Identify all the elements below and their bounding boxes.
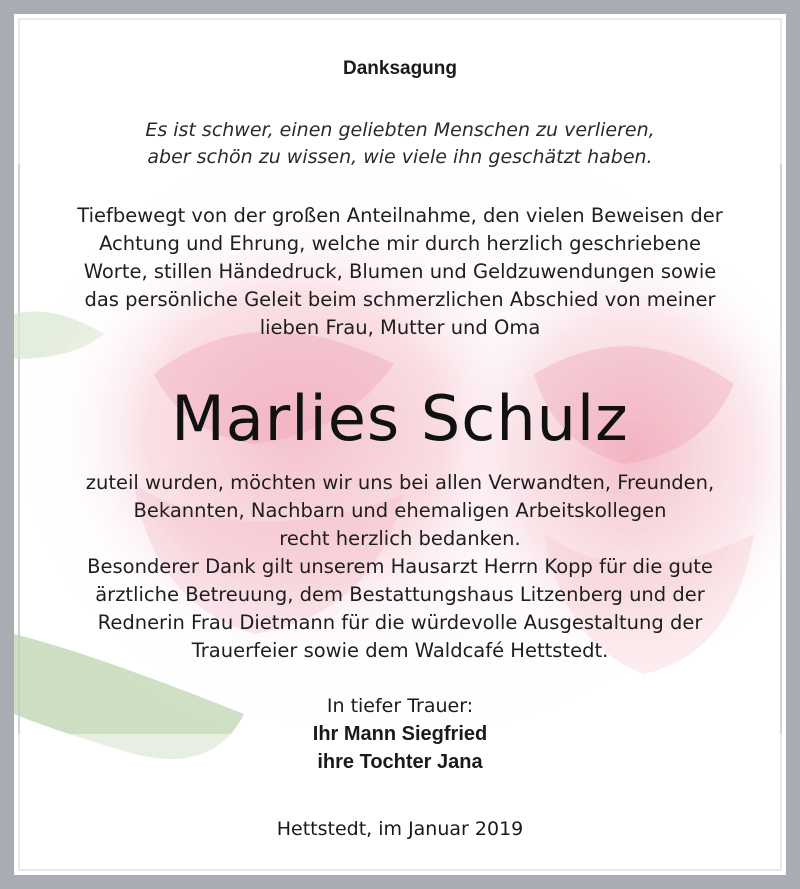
thanks-line: zuteil wurden, möchten wir uns bei allen Verwandten, Freunden, [85, 471, 715, 494]
mourners-block [14, 692, 786, 776]
thanks-line: Besonderer Dank gilt unserem Hausarzt Herrn Kopp für die gute [87, 555, 713, 578]
intro-paragraph [34, 202, 766, 342]
thanks-paragraph [34, 469, 766, 665]
intro-line: Worte, stillen Händedruck, Blumen und Geldzuwendungen sowie [83, 260, 717, 283]
intro-line: lieben Frau, Mutter und Oma [259, 316, 541, 339]
notice-heading: Danksagung [342, 58, 458, 79]
thanks-line: Trauerfeier sowie dem Waldcafé Hettstedt. [191, 639, 609, 662]
thanks-line: Rednerin Frau Dietmann für die würdevolle Ausgestaltung der [97, 611, 703, 634]
mourner-daughter: ihre Tochter Jana [317, 751, 483, 773]
place-date: Hettstedt, im Januar 2019 [276, 818, 524, 840]
thanks-line: recht herzlich bedanken. [279, 527, 521, 550]
notice-content [14, 14, 786, 875]
mourner-husband: Ihr Mann Siegfried [312, 723, 488, 745]
intro-line: Achtung und Ehrung, welche mir durch herzlich geschriebene [99, 232, 701, 255]
thanks-line: Bekannten, Nachbarn und ehemaligen Arbeitskollegen [133, 499, 667, 522]
mourning-label: In tiefer Trauer: [326, 695, 474, 717]
intro-line: Tiefbewegt von der großen Anteilnahme, den vielen Beweisen der [77, 204, 723, 227]
quote [14, 117, 786, 171]
intro-line: das persönliche Geleit beim schmerzlichen Abschied von meiner [84, 288, 716, 311]
thanks-line: ärztliche Betreuung, dem Bestattungshaus Litzenberg und der [95, 583, 705, 606]
quote-line: aber schön zu wissen, wie viele ihn geschätzt haben. [147, 146, 653, 168]
quote-line: Es ist schwer, einen geliebten Menschen zu verlieren, [145, 119, 655, 141]
deceased-name: Marlies Schulz [171, 382, 629, 455]
